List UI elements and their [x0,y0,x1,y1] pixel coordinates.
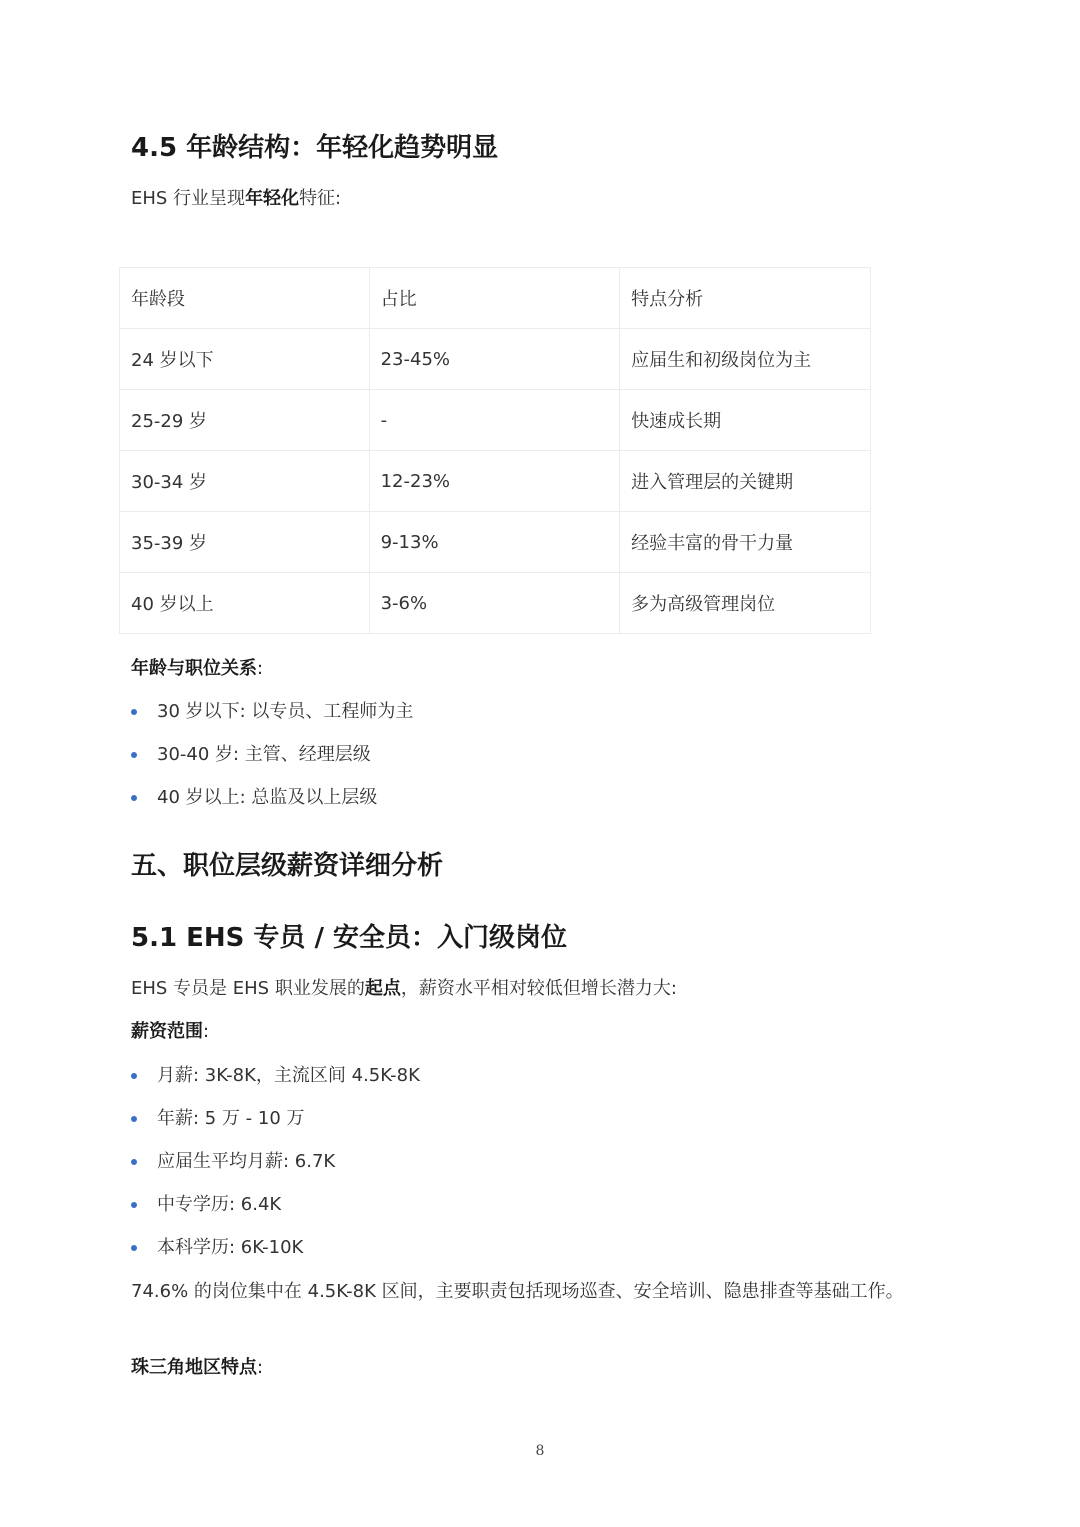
list-item [131,699,413,742]
table-row [120,573,871,634]
section-heading-5-1: 5.1 EHS 专员 / 安全员：入门级岗位 [131,923,568,953]
bullet-icon [131,1202,137,1208]
table-header-cell: 特点分析 [620,268,871,329]
list-item-text: 应届生平均月薪: 6.7K [157,1151,336,1172]
bullet-icon [131,1116,137,1122]
table-header-row [120,268,871,329]
analysis-cell: 进入管理层的关键期 [620,451,871,512]
age-range-cell: 35-39 岁 [120,512,370,573]
list-item-text: 本科学历: 6K-10K [157,1237,304,1258]
list-item-text: 年薪: 5 万 - 10 万 [157,1108,305,1129]
age-range-cell: 24 岁以下 [120,329,370,390]
percentage-cell: - [369,390,620,451]
list-item [131,1106,420,1149]
list-item [131,1235,420,1278]
list-item [131,1063,420,1106]
age-position-label [131,656,263,682]
section-intro-5-1 [131,976,677,1002]
table-header-cell: 年龄段 [120,268,370,329]
intro-suffix: ，薪资水平相对较低但增长潜力大: [400,978,677,999]
age-range-cell: 25-29 岁 [120,390,370,451]
list-item-text: 月薪: 3K-8K，主流区间 4.5K-8K [157,1065,420,1086]
chapter-heading-5: 五、职位层级薪资详细分析 [131,851,444,881]
prd-label-text: 珠三角地区特点 [131,1357,257,1378]
table-row [120,512,871,573]
intro-suffix: 特征: [299,188,342,209]
analysis-cell: 多为高级管理岗位 [620,573,871,634]
bullet-icon [131,709,137,715]
age-position-label-text: 年龄与职位关系 [131,658,257,679]
prd-label [131,1355,263,1381]
analysis-cell: 应届生和初级岗位为主 [620,329,871,390]
bullet-icon [131,1245,137,1251]
bullet-icon [131,1073,137,1079]
table-row [120,451,871,512]
percentage-cell: 3-6% [369,573,620,634]
table-row [120,390,871,451]
percentage-cell: 9-13% [369,512,620,573]
age-position-colon: : [257,658,264,679]
list-item-text: 30 岁以下: 以专员、工程师为主 [157,701,414,722]
percentage-cell: 12-23% [369,451,620,512]
list-item-text: 40 岁以上: 总监及以上层级 [157,787,378,808]
analysis-cell: 经验丰富的骨干力量 [620,512,871,573]
page-number: 8 [535,1443,545,1459]
list-item [131,1192,420,1235]
intro-bold: 年轻化 [245,188,300,209]
table-header-cell: 占比 [369,268,620,329]
list-item-text: 中专学历: 6.4K [157,1194,282,1215]
age-range-cell: 40 岁以上 [120,573,370,634]
bullet-icon [131,1159,137,1165]
age-range-cell: 30-34 岁 [120,451,370,512]
list-item [131,742,413,785]
section-intro-4-5 [131,186,341,212]
summary-paragraph: 74.6% 的岗位集中在 4.5K-8K 区间，主要职责包括现场巡查、安全培训、隐患排查等基础工作。 [131,1281,904,1302]
intro-bold: 起点 [364,978,401,999]
table-row [120,329,871,390]
bullet-icon [131,795,137,801]
percentage-cell: 23-45% [369,329,620,390]
age-structure-table [119,267,871,634]
salary-range-list [131,1063,420,1278]
prd-colon: : [257,1357,264,1378]
age-position-list [131,699,413,828]
salary-range-colon: : [203,1021,210,1042]
salary-range-label [131,1019,209,1045]
list-item-text: 30-40 岁: 主管、经理层级 [157,744,371,765]
list-item [131,1149,420,1192]
analysis-cell: 快速成长期 [620,390,871,451]
section-heading-4-5: 4.5 年龄结构：年轻化趋势明显 [131,133,499,163]
intro-prefix: EHS 专员是 EHS 职业发展的 [131,978,365,999]
intro-prefix: EHS 行业呈现 [131,188,246,209]
salary-range-label-text: 薪资范围 [131,1021,203,1042]
bullet-icon [131,752,137,758]
list-item [131,785,413,828]
